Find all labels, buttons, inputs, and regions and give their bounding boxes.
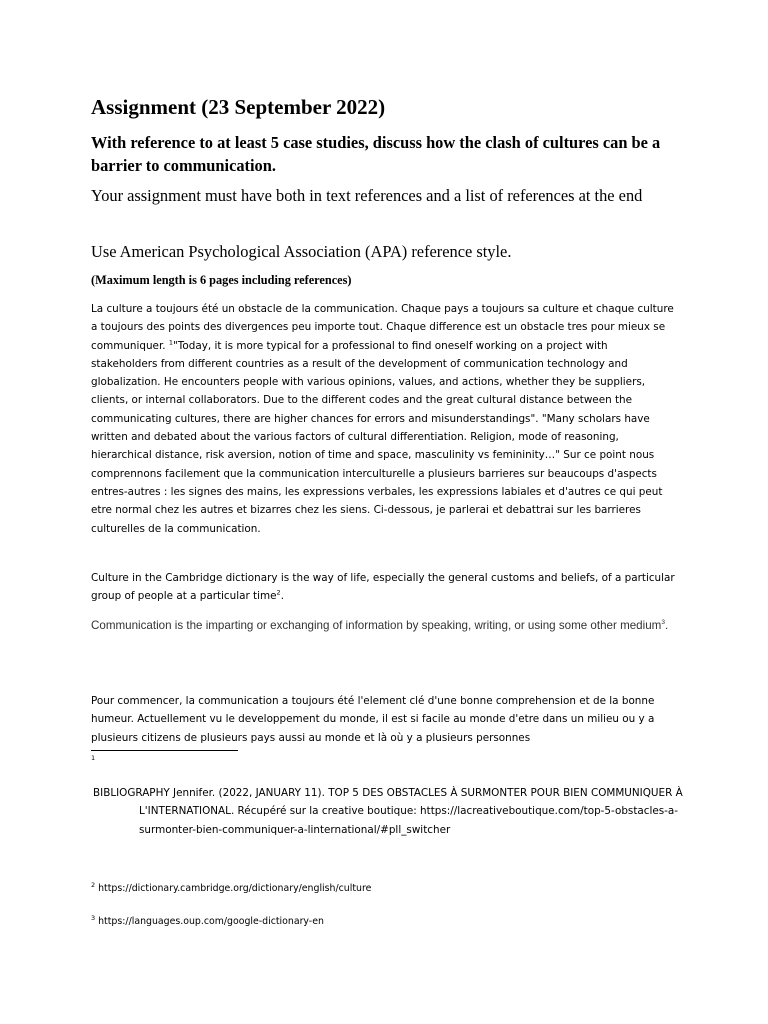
apa-style-instruction: Use American Psychological Association (APA) reference style. — [91, 242, 512, 261]
footnote-ref-1[interactable]: 1 — [168, 338, 174, 347]
culture-definition-text: Culture in the Cambridge dictionary is the way of life, especially the general customs and beliefs, of a particular group of people at a particular time — [91, 572, 675, 603]
footnote-1-bibliography: BIBLIOGRAPHY Jennifer. (2022, JANUARY 11). TOP 5 DES OBSTACLES À SURMONTER POUR BIEN COMMUNIQUER À L'INTERNATIONAL. Récupéré sur la creative boutique: https://lacreativeboutique.com/top-5-obstacles-a-surmonter-bien-communiquer-a-linternational/#pll_switcher — [93, 787, 683, 836]
communication-definition-text: is the imparting or exchanging of information by speaking, writing, or using some other medium — [171, 619, 662, 632]
paragraph-pour-commencer: Pour commencer, la communication a toujours été l'element clé d'une bonne comprehension et de la bonne humeur. Actuellement vu le developpement du monde, il est si facile au monde d'etre dans un milieu ou y a plusieurs citizens de plusieurs pays aussi au monde et là où y a plusieurs personnes — [91, 695, 655, 744]
footnote-3-link[interactable]: https://languages.oup.com/google-dictionary-en — [95, 916, 324, 927]
footnote-2-mark: 2 — [91, 880, 96, 889]
assignment-question: With reference to at least 5 case studies, discuss how the clash of cultures can be a barrier to communication. — [91, 133, 661, 175]
culture-definition-end: . — [280, 590, 284, 603]
footnote-3-mark: 3 — [91, 913, 96, 922]
assignment-title: Assignment (23 September 2022) — [91, 95, 386, 119]
references-requirement: Your assignment must have both in text references and a list of references at the end — [91, 186, 643, 205]
footnote-ref-2[interactable]: 2 — [276, 588, 281, 597]
footnote-2 — [91, 881, 371, 897]
footnote-ref-3[interactable]: 3 — [661, 619, 665, 627]
paragraph-intro — [91, 300, 676, 538]
footnote-3 — [91, 914, 324, 930]
footnote-separator — [91, 750, 238, 751]
paragraph-culture-definition — [91, 569, 676, 606]
communication-definition-end: . — [664, 619, 669, 632]
communication-term: Communication — [91, 619, 172, 632]
maximum-length-note: (Maximum length is 6 pages including references) — [91, 273, 352, 287]
paragraph-intro-text-start: La culture a toujours été un obstacle de la communication. Chaque pays a toujours sa culture et chaque culture a toujours des points des divergences peu importe tout. Chaque difference est un obstacle tres pour mieux se communiquer. — [91, 303, 674, 352]
footnote-2-link[interactable]: https://dictionary.cambridge.org/dictionary/english/culture — [95, 883, 372, 894]
footnote-1-mark: 1 — [91, 754, 96, 762]
paragraph-communication-definition — [91, 617, 676, 635]
paragraph-intro-text-rest: "Today, it is more typical for a professional to find oneself working on a project with stakeholders from different countries as a result of the development of communication technology and globalization. He encounters people with various opinions, values, and actions, whether they be suppliers, clients, or internal collaborators. Due to the different codes and the great cultural distance between the communicating cultures, there are higher chances for errors and misunderstandings". "Many scholars have written and debated about the various factors of cultural differentiation. Religion, mode of reasoning, hierarchical distance, risk aversion, notion of time and space, masculinity vs femininity…" Sur ce point nous comprennons facilement que la communication interculturelle a plusieurs barrieres sur beaucoups d'aspects entres-autres : les signes des mains, les expressions verbales, les expressions labiales et d'autres ce qui peut etre normal chez les autres et bizarres chez les siens. Ci-dessous, je parlerai et debattrai sur les barrieres culturelles de la communication. — [91, 339, 663, 535]
